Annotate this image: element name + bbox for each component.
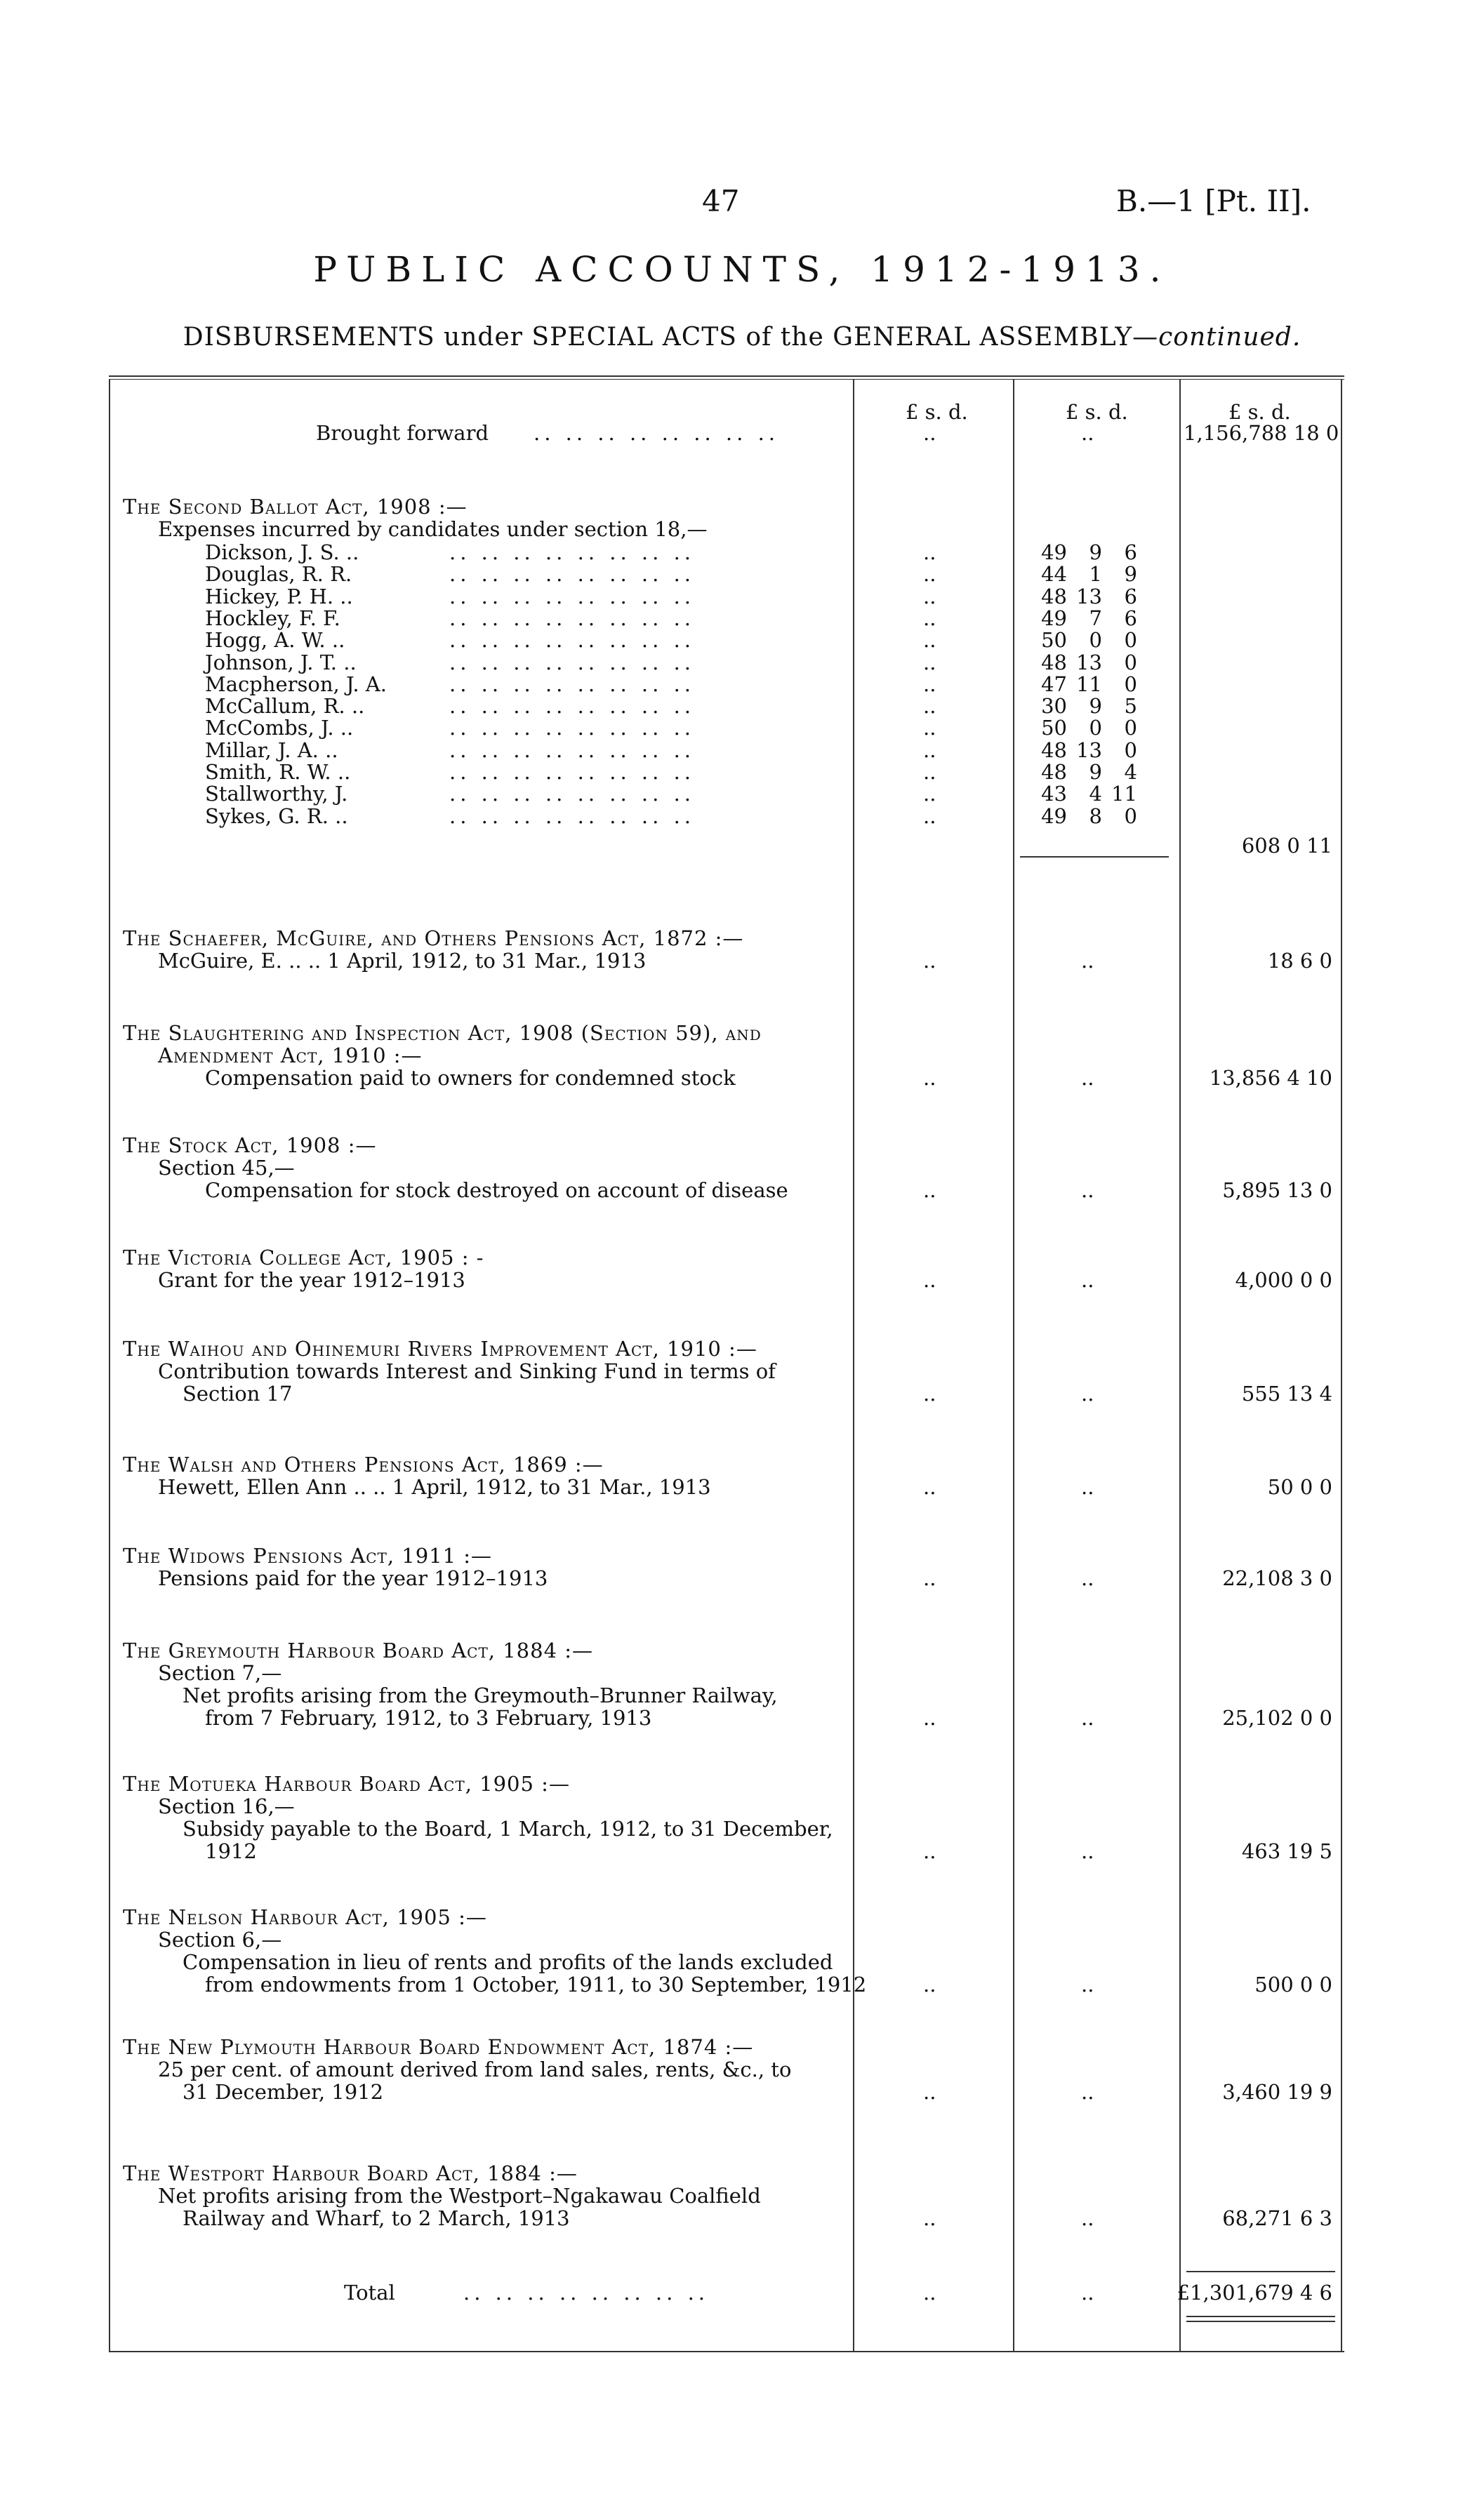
page-number: 47 [702, 184, 740, 218]
col1-dots: .. [923, 2206, 936, 2230]
subtitle-continued: continued. [1158, 323, 1301, 352]
leader-dots: .. .. .. .. .. .. .. .. [449, 606, 696, 630]
act-amount: 3,460 19 9 [1222, 2080, 1332, 2104]
col1-dots: .. [923, 1475, 936, 1499]
act-detail-line [0, 1044, 1484, 1067]
act-heading [0, 1905, 1484, 1929]
act-amount: 13,856 4 10 [1209, 1066, 1332, 1090]
act-detail-line [0, 1973, 1484, 1996]
shillings: 9 [1089, 760, 1102, 784]
col2-dots: .. [1081, 1475, 1094, 1499]
act-heading [0, 2161, 1484, 2185]
col1-dots: .. [923, 1382, 936, 1406]
act-detail-line [0, 1839, 1484, 1863]
act-amount: 25,102 0 0 [1222, 1706, 1332, 1730]
act-amount: 4,000 0 0 [1235, 1268, 1332, 1292]
col1-dots: .. [923, 1839, 936, 1863]
candidate-amount [1025, 628, 1165, 652]
col2-dots: .. [1081, 1178, 1094, 1202]
total-rule-double-1 [1186, 2316, 1335, 2317]
pence: 0 [1124, 672, 1137, 696]
pounds: 49 [1041, 804, 1067, 828]
candidate-amount [1025, 651, 1165, 674]
act-title: The Nelson Harbour Act, 1905 :— [123, 1905, 487, 1929]
col1-header: £ s. d. [906, 400, 968, 424]
leader-dots: .. .. .. .. .. .. .. .. [449, 562, 696, 587]
ballot-item-row [0, 738, 1484, 762]
ballot-item-row [0, 651, 1484, 674]
candidate-amount [1025, 672, 1165, 696]
ballot-item-row [0, 804, 1484, 828]
brought-forward-amount: 1,156,788 18 0 [1184, 421, 1339, 445]
pounds: 48 [1041, 738, 1067, 762]
act-description: from endowments from 1 October, 1911, to 30 September, 1912 [205, 1973, 867, 1996]
act-description: Compensation for stock destroyed on account of disease [205, 1178, 788, 1202]
col1-dots: .. [923, 650, 936, 674]
total-amount: £1,301,679 4 6 [1177, 2281, 1332, 2305]
act-description: Railway and Wharf, to 2 March, 1913 [183, 2206, 570, 2230]
total-label: Total [344, 2281, 395, 2305]
leader-dots: .. .. .. .. .. .. .. .. [449, 738, 696, 762]
leader-dots: .. .. .. .. .. .. .. .. [463, 2281, 710, 2305]
pounds: 30 [1041, 694, 1067, 719]
act-detail-line [0, 1706, 1484, 1730]
act-heading [0, 1337, 1484, 1361]
act-detail-line [0, 2206, 1484, 2230]
col1-dots: .. [923, 421, 936, 445]
act-heading [0, 1544, 1484, 1568]
act-detail-line [0, 1566, 1484, 1590]
act-description: Hewett, Ellen Ann .. .. 1 April, 1912, to 31 Mar., 1913 [158, 1475, 711, 1499]
act-detail-line [0, 1475, 1484, 1499]
pounds: 43 [1041, 782, 1067, 806]
act-detail-line [0, 1156, 1484, 1180]
candidate-name: Hockley, F. F. [205, 606, 340, 630]
act-title: The Slaughtering and Inspection Act, 1908 (Section 59), and [123, 1021, 762, 1045]
leader-dots: .. .. .. .. .. .. .. .. [449, 628, 696, 653]
candidate-name: McCombs, J. .. [205, 716, 354, 740]
shillings: 13 [1076, 650, 1102, 674]
act-amount: 18 6 0 [1267, 949, 1332, 973]
leader-dots: .. .. .. .. .. .. .. .. [449, 760, 696, 784]
pence: 0 [1124, 738, 1137, 762]
act-description: Grant for the year 1912–1913 [158, 1268, 465, 1292]
act-description: Section 45,— [158, 1156, 295, 1180]
shillings: 0 [1089, 716, 1102, 740]
act-amount: 68,271 6 3 [1222, 2206, 1332, 2230]
shillings: 13 [1076, 584, 1102, 608]
ballot-item-row [0, 540, 1484, 564]
act-detail-line [0, 1950, 1484, 1974]
ballot-item-row [0, 694, 1484, 718]
col1-dots: .. [923, 949, 936, 973]
act-description: 25 per cent. of amount derived from land sales, rents, &c., to [158, 2058, 792, 2081]
act-amount: 463 19 5 [1241, 1839, 1332, 1863]
act-amount: 50 0 0 [1267, 1475, 1332, 1499]
col1-dots: .. [923, 1973, 936, 1996]
act-detail-line [0, 1178, 1484, 1202]
shillings: 7 [1089, 606, 1102, 630]
col1-dots: .. [923, 2080, 936, 2104]
act-description: Section 6,— [158, 1928, 282, 1952]
col2-dots: .. [1081, 949, 1094, 973]
col1-dots: .. [923, 1066, 936, 1090]
act-detail-line [0, 1794, 1484, 1818]
act-heading [0, 1246, 1484, 1269]
col2-dots: .. [1081, 2080, 1094, 2104]
candidate-name: Macpherson, J. A. [205, 672, 387, 696]
ballot-item-row [0, 585, 1484, 608]
act-detail-line [0, 1684, 1484, 1707]
pence: 0 [1124, 804, 1137, 828]
ballot-sub-text: Expenses incurred by candidates under section 18,— [158, 517, 708, 541]
act-detail-line [0, 1661, 1484, 1685]
pence: 0 [1124, 650, 1137, 674]
pence: 6 [1124, 584, 1137, 608]
col2-dots: .. [1081, 1268, 1094, 1292]
leader-dots: .. .. .. .. .. .. .. .. [449, 694, 696, 719]
shillings: 0 [1089, 628, 1102, 653]
act-detail-line [0, 2058, 1484, 2081]
act-heading [0, 926, 1484, 950]
act-amount: 555 13 4 [1241, 1382, 1332, 1406]
candidate-name: Hogg, A. W. .. [205, 628, 345, 653]
col1-dots: .. [923, 1706, 936, 1730]
candidate-amount [1025, 782, 1165, 806]
candidate-name: Stallworthy, J. [205, 782, 348, 806]
ballot-item-row [0, 760, 1484, 784]
shillings: 8 [1089, 804, 1102, 828]
pence: 4 [1124, 760, 1137, 784]
col2-dots: .. [1081, 1839, 1094, 1863]
col1-dots: .. [923, 2281, 936, 2305]
col1-dots: .. [923, 716, 936, 740]
act-heading [0, 2035, 1484, 2059]
act-detail-line [0, 2184, 1484, 2208]
col1-dots: .. [923, 606, 936, 630]
col2-dots: .. [1081, 1066, 1094, 1090]
leader-dots: .. .. .. .. .. .. .. .. [449, 540, 696, 564]
act-description: Section 7,— [158, 1661, 282, 1685]
total-rule-top [1186, 2271, 1335, 2272]
shillings: 9 [1089, 694, 1102, 719]
candidate-name: Douglas, R. R. [205, 562, 352, 587]
pence: 9 [1124, 562, 1137, 587]
act-description: Section 16,— [158, 1794, 295, 1818]
act-description: Section 17 [183, 1382, 293, 1406]
candidate-amount [1025, 585, 1165, 608]
act-heading [0, 1639, 1484, 1662]
candidate-name: Sykes, G. R. .. [205, 804, 348, 828]
col1-dots: .. [923, 782, 936, 806]
col1-dots: .. [923, 738, 936, 762]
act-detail-line [0, 1066, 1484, 1090]
table-top-rule-inner [109, 379, 1344, 380]
pounds: 50 [1041, 628, 1067, 653]
col3-header: £ s. d. [1228, 400, 1291, 424]
act-title: The Schaefer, McGuire, and Others Pensions Act, 1872 :— [123, 926, 744, 950]
candidate-amount [1025, 606, 1165, 630]
col1-dots: .. [923, 584, 936, 608]
leader-dots: .. .. .. .. .. .. .. .. [449, 672, 696, 696]
act-title: The Walsh and Others Pensions Act, 1869 :— [123, 1453, 604, 1476]
act-detail-line [0, 1268, 1484, 1292]
leader-dots: .. .. .. .. .. .. .. .. [449, 716, 696, 740]
pounds: 48 [1041, 650, 1067, 674]
ballot-item-row [0, 672, 1484, 696]
candidate-name: Smith, R. W. .. [205, 760, 351, 784]
candidate-amount [1025, 760, 1165, 784]
leader-dots: .. .. .. .. .. .. .. .. [449, 650, 696, 674]
col1-dots: .. [923, 540, 936, 564]
act-description: McGuire, E. .. .. 1 April, 1912, to 31 Mar., 1913 [158, 949, 647, 973]
col1-dots: .. [923, 804, 936, 828]
shillings: 11 [1076, 672, 1102, 696]
pence: 6 [1124, 540, 1137, 564]
leader-dots: .. .. .. .. .. .. .. .. [449, 804, 696, 828]
act-description: Compensation in lieu of rents and profits of the lands excluded [183, 1950, 833, 1974]
shillings: 1 [1089, 562, 1102, 587]
shillings: 13 [1076, 738, 1102, 762]
pounds: 49 [1041, 606, 1067, 630]
table-bottom-rule [109, 2351, 1344, 2352]
act-heading [0, 1453, 1484, 1476]
total-row [0, 2281, 1484, 2305]
candidate-amount [1025, 738, 1165, 762]
subtitle-main: DISBURSEMENTS under SPECIAL ACTS of the GENERAL ASSEMBLY— [183, 323, 1159, 352]
act-title: The Westport Harbour Board Act, 1884 :— [123, 2161, 578, 2185]
act-description: Net profits arising from the Westport–Ngakawau Coalfield [158, 2184, 761, 2208]
leader-dots: .. .. .. .. .. .. .. .. [534, 421, 780, 445]
act-heading [0, 1133, 1484, 1157]
col1-dots: .. [923, 1178, 936, 1202]
page-title: PUBLIC ACCOUNTS, 1912-1913. [313, 249, 1171, 290]
act-heading [0, 1772, 1484, 1796]
ballot-item-row [0, 628, 1484, 652]
ballot-item-row [0, 782, 1484, 806]
act-detail-line [0, 949, 1484, 973]
act-detail-line [0, 1382, 1484, 1406]
col1-dots: .. [923, 1566, 936, 1590]
total-rule-double-2 [1186, 2321, 1335, 2322]
act-detail-line [0, 1928, 1484, 1952]
ballot-item-row [0, 606, 1484, 630]
act-title: The Waihou and Ohinemuri Rivers Improvement Act, 1910 :— [123, 1337, 757, 1361]
ballot-act-sub [0, 517, 1484, 541]
shillings: 9 [1089, 540, 1102, 564]
candidate-amount [1025, 694, 1165, 718]
ballot-act-heading [0, 495, 1484, 519]
ballot-heading-text: The Second Ballot Act, 1908 :— [123, 495, 468, 519]
pence: 0 [1124, 628, 1137, 653]
document-reference: B.—1 [Pt. II]. [1116, 184, 1311, 218]
pounds: 44 [1041, 562, 1067, 587]
page-subtitle [0, 323, 1484, 352]
ballot-item-row [0, 716, 1484, 740]
act-description: from 7 February, 1912, to 3 February, 1913 [205, 1706, 652, 1730]
act-heading [0, 1021, 1484, 1045]
act-title: The New Plymouth Harbour Board Endowment Act, 1874 :— [123, 2035, 754, 2059]
act-title: The Greymouth Harbour Board Act, 1884 :— [123, 1639, 594, 1662]
pence: 6 [1124, 606, 1137, 630]
act-amount: 22,108 3 0 [1222, 1566, 1332, 1590]
act-detail-line [0, 1359, 1484, 1383]
col1-dots: .. [923, 562, 936, 587]
shillings: 4 [1089, 782, 1102, 806]
pounds: 47 [1041, 672, 1067, 696]
col1-dots: .. [923, 628, 936, 653]
pounds: 50 [1041, 716, 1067, 740]
brought-forward-row [0, 421, 1484, 445]
act-title: The Widows Pensions Act, 1911 :— [123, 1544, 493, 1568]
act-amount: 5,895 13 0 [1222, 1178, 1332, 1202]
pence: 5 [1124, 694, 1137, 719]
act-detail-line [0, 2080, 1484, 2104]
pence: 11 [1111, 782, 1137, 806]
col2-dots: .. [1081, 1382, 1094, 1406]
col2-dots: .. [1081, 2281, 1094, 2305]
col1-dots: .. [923, 760, 936, 784]
col2-header: £ s. d. [1066, 400, 1128, 424]
act-description: 31 December, 1912 [183, 2080, 384, 2104]
ballot-total-amount: 608 0 11 [1241, 834, 1332, 858]
act-description: Compensation paid to owners for condemned stock [205, 1066, 736, 1090]
candidate-name: Johnson, J. T. .. [205, 650, 357, 674]
candidate-amount [1025, 540, 1165, 564]
pounds: 48 [1041, 760, 1067, 784]
candidate-amount [1025, 804, 1165, 828]
act-title: The Victoria College Act, 1905 : - [123, 1246, 484, 1269]
act-title: The Stock Act, 1908 :— [123, 1133, 377, 1157]
act-title: The Motueka Harbour Board Act, 1905 :— [123, 1772, 570, 1796]
col2-dots: .. [1081, 1566, 1094, 1590]
act-detail-line [0, 1817, 1484, 1841]
leader-dots: .. .. .. .. .. .. .. .. [449, 584, 696, 608]
act-description: Pensions paid for the year 1912–1913 [158, 1566, 548, 1590]
candidate-name: McCallum, R. .. [205, 694, 365, 719]
col2-dots: .. [1081, 2206, 1094, 2230]
brought-forward-label: Brought forward [316, 421, 489, 445]
col1-dots: .. [923, 1268, 936, 1292]
pence: 0 [1124, 716, 1137, 740]
act-amount: 500 0 0 [1254, 1973, 1332, 1996]
ballot-total-row [0, 834, 1484, 858]
pounds: 48 [1041, 584, 1067, 608]
candidate-amount [1025, 716, 1165, 740]
candidate-amount [1025, 562, 1165, 586]
act-description: Contribution towards Interest and Sinking Fund in terms of [158, 1359, 776, 1383]
act-description: Net profits arising from the Greymouth–Brunner Railway, [183, 1684, 778, 1707]
col1-dots: .. [923, 694, 936, 719]
col2-dots: .. [1081, 1706, 1094, 1730]
act-description: 1912 [205, 1839, 257, 1863]
candidate-name: Millar, J. A. .. [205, 738, 338, 762]
pounds: 49 [1041, 540, 1067, 564]
candidate-name: Dickson, J. S. .. [205, 540, 359, 564]
ballot-item-row [0, 562, 1484, 586]
table-top-rule [109, 375, 1344, 377]
col2-dots: .. [1081, 421, 1094, 445]
leader-dots: .. .. .. .. .. .. .. .. [449, 782, 696, 806]
act-description: Subsidy payable to the Board, 1 March, 1912, to 31 December, [183, 1817, 833, 1841]
candidate-name: Hickey, P. H. .. [205, 584, 353, 608]
act-description: Amendment Act, 1910 :— [158, 1044, 423, 1067]
col1-dots: .. [923, 672, 936, 696]
col2-dots: .. [1081, 1973, 1094, 1996]
